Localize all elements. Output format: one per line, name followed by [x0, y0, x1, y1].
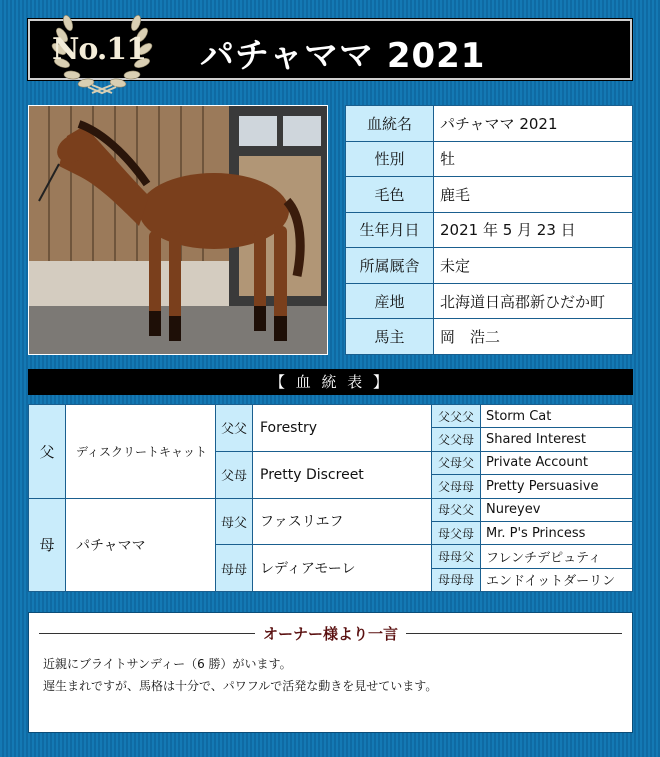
profile-value: 2021 年 5 月 23 日 [434, 212, 633, 248]
dam-label: 母 [29, 498, 66, 592]
profile-value: 北海道日高郡新ひだか町 [434, 283, 633, 319]
gen3-name: フレンチデピュティ [481, 545, 633, 568]
profile-value: 牡 [434, 141, 633, 177]
gen3-name: Shared Interest [481, 428, 633, 451]
dam-dam-label: 母母 [216, 545, 253, 592]
gen3-label: 父母父 [432, 451, 481, 474]
dam-dam-name: レディアモーレ [253, 545, 432, 592]
profile-key: 毛色 [346, 177, 434, 213]
profile-value: 岡 浩二 [434, 319, 633, 355]
sire-name: ディスクリートキャット [66, 405, 216, 499]
sire-dam-label: 父母 [216, 451, 253, 498]
dam-sire-label: 母父 [216, 498, 253, 545]
message-line: 近親にブライトサンディー（6 勝）がいます。 [43, 657, 292, 671]
profile-value: 鹿毛 [434, 177, 633, 213]
profile-row [346, 177, 633, 213]
owner-message-box [28, 612, 633, 733]
profile-key: 性別 [346, 141, 434, 177]
gen3-name: エンドイットダーリン [481, 568, 633, 591]
lot-number-badge: No.11 [51, 32, 147, 67]
profile-row [346, 283, 633, 319]
gen3-label: 父母母 [432, 475, 481, 498]
pedigree-heading: 【 血 統 表 】 [28, 369, 633, 395]
gen3-name: Nureyev [481, 498, 633, 521]
sire-sire-name: Forestry [253, 405, 432, 452]
owner-message-title-text: オーナー様より一言 [255, 625, 406, 643]
gen3-name: Private Account [481, 451, 633, 474]
horse-photo-illustration [29, 106, 328, 355]
gen3-name: Pretty Persuasive [481, 475, 633, 498]
profile-row [346, 212, 633, 248]
gen3-label: 父父母 [432, 428, 481, 451]
dam-name: パチャママ [66, 498, 216, 592]
sire-dam-name: Pretty Discreet [253, 451, 432, 498]
gen3-label: 父父父 [432, 405, 481, 428]
gen3-name: Storm Cat [481, 405, 633, 428]
profile-row [346, 248, 633, 284]
dam-sire-name: ファスリエフ [253, 498, 432, 545]
gen3-label: 母父父 [432, 498, 481, 521]
profile-key: 馬主 [346, 319, 434, 355]
profile-row [346, 141, 633, 177]
owner-message-title [29, 623, 632, 644]
pedigree-table [28, 404, 633, 592]
sire-sire-label: 父父 [216, 405, 253, 452]
profile-key: 所属厩舎 [346, 248, 434, 284]
profile-key: 生年月日 [346, 212, 434, 248]
page-title: パチャママ 2021 [200, 36, 486, 76]
profile-key: 産地 [346, 283, 434, 319]
gen3-label: 母父母 [432, 521, 481, 544]
gen3-name: Mr. P's Princess [481, 521, 633, 544]
gen3-label: 母母母 [432, 568, 481, 591]
sire-label: 父 [29, 405, 66, 499]
profile-key: 血統名 [346, 106, 434, 142]
horse-photo [28, 105, 328, 355]
gen3-label: 母母父 [432, 545, 481, 568]
profile-value: 未定 [434, 248, 633, 284]
profile-row [346, 106, 633, 142]
owner-message-text [43, 653, 437, 697]
profile-row [346, 319, 633, 355]
profile-value: パチャママ 2021 [434, 106, 633, 142]
horse-profile-table [345, 105, 633, 355]
message-line: 遅生まれですが、馬格は十分で、パワフルで活発な動きを見せています。 [43, 679, 438, 693]
